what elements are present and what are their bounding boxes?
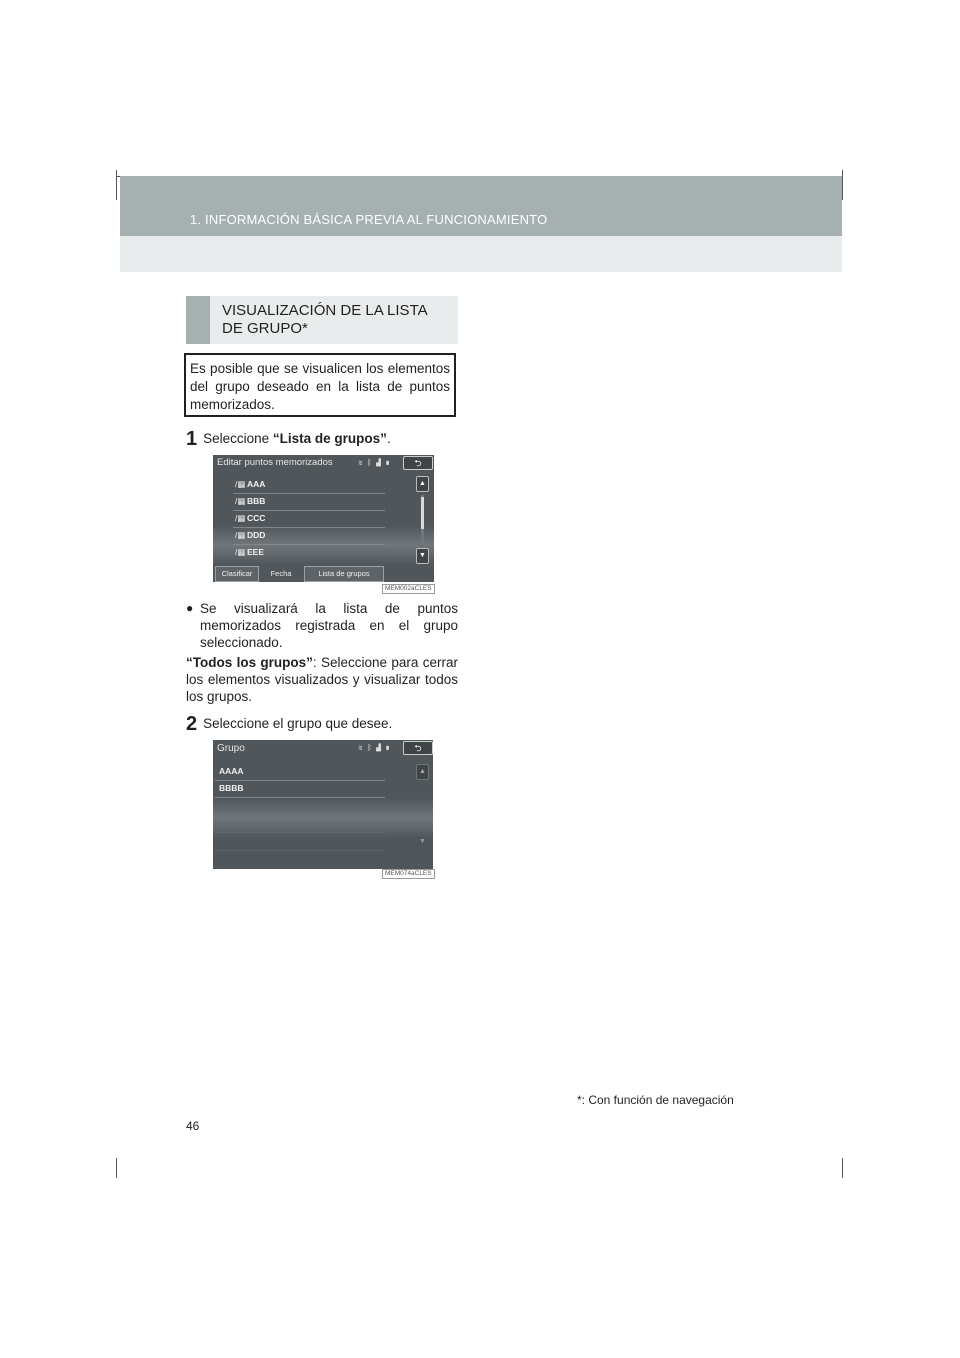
step-text: Seleccione el grupo que desee. — [203, 716, 393, 731]
bluetooth-icon: ᛒ — [367, 743, 373, 752]
bullet-note — [186, 600, 458, 651]
list-item[interactable] — [215, 781, 385, 798]
sort-button[interactable]: Clasificar — [215, 566, 259, 582]
crop-mark — [842, 1158, 843, 1178]
step-2 — [186, 713, 392, 736]
step-1 — [186, 428, 391, 451]
info-note-box: Es posible que se visualicen los elementos del grupo deseado en la lista de puntos memorizados. — [184, 353, 456, 417]
list-item[interactable] — [215, 764, 385, 781]
list-item-label: BBBB — [219, 783, 244, 793]
folder-icon: /▦ — [235, 547, 246, 557]
list-item-label: AAA — [247, 479, 266, 489]
bullet-icon: ● — [186, 601, 194, 615]
date-button[interactable]: Fecha — [270, 569, 292, 578]
status-icons — [358, 458, 391, 467]
crop-mark — [116, 170, 117, 200]
chapter-header-subband — [120, 236, 842, 272]
bluetooth-icon: ᛒ — [367, 458, 373, 467]
crop-mark — [842, 170, 843, 200]
scroll-down-button[interactable]: ▼ — [419, 838, 426, 845]
list-item-label: DDD — [247, 530, 266, 540]
list-item[interactable] — [233, 511, 385, 528]
screenshot-edit-memory-points — [213, 455, 434, 582]
list-item-label: EEE — [247, 547, 265, 557]
back-button[interactable]: ⮌ — [403, 741, 433, 755]
chapter-header-band — [120, 176, 842, 236]
screen-title: Grupo — [217, 743, 245, 754]
figure-code: MEM002aCLES — [382, 584, 435, 594]
folder-icon: /▦ — [235, 479, 246, 489]
chapter-title: 1. INFORMACIÓN BÁSICA PREVIA AL FUNCIONAMIENTO — [190, 212, 548, 227]
step-target: “Lista de grupos” — [272, 431, 387, 446]
scrollbar-thumb[interactable] — [421, 497, 424, 529]
footnote: *: Con función de navegación — [577, 1093, 734, 1107]
screen-title: Editar puntos memorizados — [217, 457, 333, 468]
section-title — [186, 296, 458, 344]
step-text: Seleccione — [203, 431, 273, 446]
section-title-bar — [186, 296, 210, 344]
list-item[interactable] — [215, 798, 385, 815]
wifi-icon: ≋ — [358, 458, 364, 467]
list-item[interactable] — [233, 477, 385, 494]
group-list-button[interactable]: Lista de grupos — [304, 566, 384, 582]
list-item-label: CCC — [247, 513, 266, 523]
scroll-down-button[interactable]: ▼ — [416, 548, 429, 564]
all-groups-text: : Seleccione para cerrar los elementos visualizados y visualizar todos los grupos. — [186, 655, 458, 704]
status-icons — [358, 743, 391, 752]
section-title-text — [222, 302, 428, 338]
screenshot-group — [213, 740, 433, 869]
section-title-line1: VISUALIZACIÓN DE LA LISTA — [222, 302, 428, 319]
figure-code: MEM074aCLES — [382, 869, 435, 879]
step-number: 2 — [186, 713, 198, 735]
list-item[interactable] — [233, 528, 385, 545]
list-item[interactable] — [233, 545, 385, 561]
scroll-up-button[interactable]: ▲ — [416, 764, 429, 780]
page-number: 46 — [186, 1119, 200, 1133]
list-item-label: BBB — [247, 496, 266, 506]
section-title-line2: DE GRUPO* — [222, 320, 308, 337]
folder-icon: /▦ — [235, 530, 246, 540]
wifi-icon: ≋ — [358, 743, 364, 752]
folder-icon: /▦ — [235, 496, 246, 506]
step-number: 1 — [186, 428, 198, 450]
back-button[interactable]: ⮌ — [403, 456, 433, 470]
scroll-up-button[interactable]: ▲ — [416, 476, 429, 492]
list-item[interactable] — [215, 834, 385, 851]
list-item-label: AAAA — [219, 766, 244, 776]
signal-icon: ▟ — [376, 743, 382, 752]
list-item[interactable] — [215, 816, 385, 833]
signal-icon: ▟ — [376, 458, 382, 467]
step-suffix: . — [386, 431, 391, 446]
crop-mark — [116, 1158, 117, 1178]
list-item[interactable] — [233, 494, 385, 511]
battery-icon: ▮ — [385, 458, 391, 467]
all-groups-description — [186, 654, 458, 705]
all-groups-label: “Todos los grupos” — [186, 655, 313, 670]
folder-icon: /▦ — [235, 513, 246, 523]
battery-icon: ▮ — [385, 743, 391, 752]
bullet-text: Se visualizará la lista de puntos memorizados registrada en el grupo seleccionado. — [200, 601, 458, 650]
